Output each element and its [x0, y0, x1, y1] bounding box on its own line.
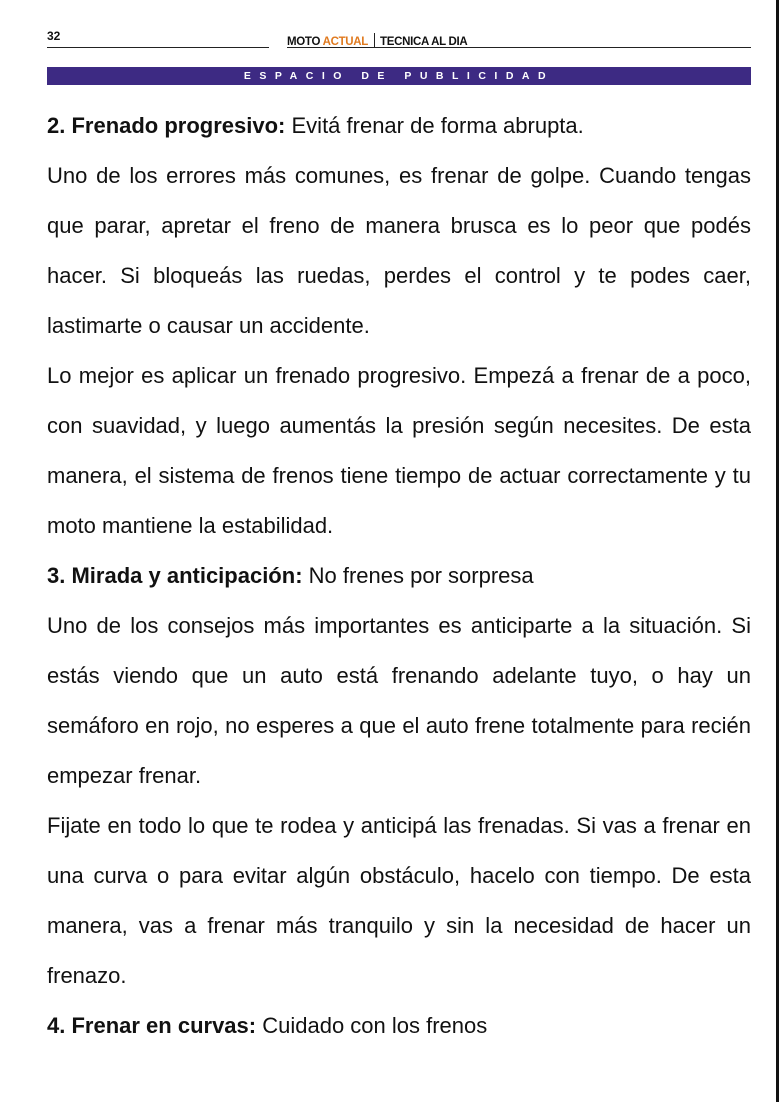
section-subtitle: Evitá frenar de forma abrupta.	[285, 113, 584, 138]
brand-moto: MOTO	[287, 36, 323, 48]
paragraph: Uno de los errores más comunes, es frenar de golpe. Cuando tengas que parar, apretar el freno de manera brusca es lo peor que podés hacer. Si bloqueás las ruedas, perdes el control y te podes caer, lastimarte o causar un accidente.	[47, 163, 751, 338]
paragraph: Lo mejor es aplicar un frenado progresivo. Empezá a frenar de a poco, con suavidad, y luego aumentás la presión según necesites. De esta manera, el sistema de frenos tiene tiempo de actuar correctamente y tu moto mantiene la estabilidad.	[47, 363, 751, 538]
section-subtitle: No frenes por sorpresa	[302, 563, 534, 588]
header-rule-left	[47, 47, 269, 48]
magazine-header	[287, 33, 467, 48]
section-title: 4. Frenar en curvas:	[47, 1013, 257, 1038]
section-heading-4	[47, 1001, 751, 1051]
paragraph: Fijate en todo lo que te rodea y anticipá las frenadas. Si vas a frenar en una curva o para evitar algún obstáculo, hacelo con tiempo. De esta manera, vas a frenar más tranquilo y sin la necesidad de hacer un frenazo.	[47, 813, 751, 988]
header-separator	[374, 33, 375, 48]
article-body	[47, 101, 751, 1051]
section-heading-3	[47, 551, 751, 601]
brand-actual: ACTUAL	[322, 36, 369, 48]
paragraph: Uno de los consejos más importantes es anticiparte a la situación. Si estás viendo que un auto está frenando adelante tuyo, o hay un semáforo en rojo, no esperes a que el auto frene totalmente para recién empezar frenar.	[47, 613, 751, 788]
section-title: 3. Mirada y anticipación:	[47, 563, 303, 588]
page-number: 32	[47, 29, 61, 43]
section-name: TECNICA AL DIA	[380, 36, 468, 48]
section-title: 2. Frenado progresivo:	[47, 113, 286, 138]
ad-space-banner: ESPACIO DE PUBLICIDAD	[47, 67, 751, 85]
section-subtitle: Cuidado con los frenos	[256, 1013, 488, 1038]
section-heading-2	[47, 101, 751, 151]
